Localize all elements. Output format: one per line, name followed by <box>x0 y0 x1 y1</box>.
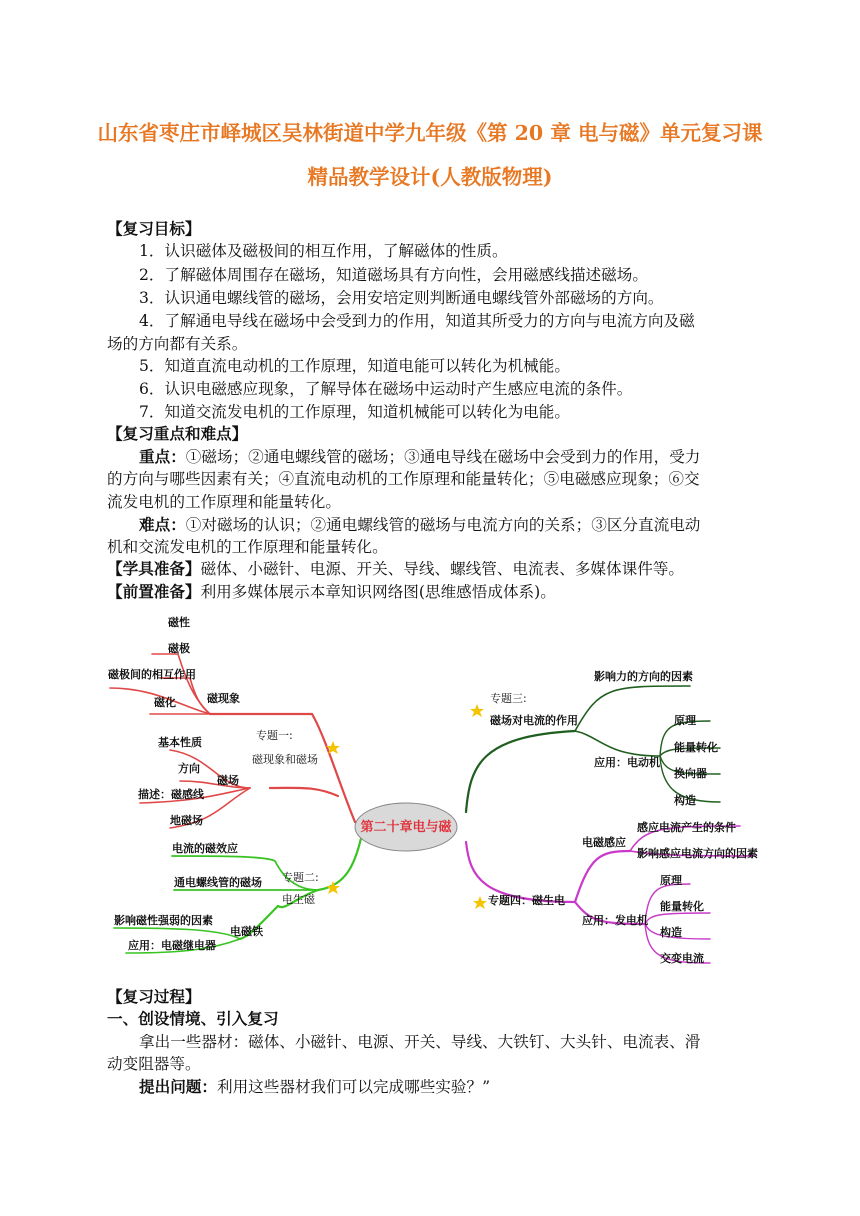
objective-item: 1．认识磁体及磁极间的相互作用，了解磁体的性质。 <box>139 242 508 260</box>
difficulty-paragraph-line: 机和交流发电机的工作原理和能量转化。 <box>107 538 388 556</box>
topic3-subtitle: 磁场对电流的作用 <box>490 714 578 727</box>
motor-item: 构造 <box>674 794 696 807</box>
objective-item: 6．认识电磁感应现象，了解导体在磁场中运动时产生感应电流的条件。 <box>139 380 633 398</box>
topic2-item: 通电螺线管的磁场 <box>174 876 262 889</box>
center-node-label: 第二十章电与磁 <box>360 820 452 835</box>
topic2-subtitle: 电生磁 <box>282 893 315 906</box>
tools-heading: 【学具准备】 <box>107 559 201 578</box>
electromagnet-node: 电磁铁 <box>230 925 263 938</box>
field-item: 描述：磁感线 <box>138 788 204 801</box>
electromagnet-item: 影响磁性强弱的因素 <box>114 914 213 927</box>
generator-item: 原理 <box>660 874 682 887</box>
phenomenon-item: 磁极 <box>168 642 190 655</box>
motor-item: 原理 <box>674 714 696 727</box>
induction-item: 感应电流产生的条件 <box>637 821 736 834</box>
force-direction-item: 影响力的方向的因素 <box>594 670 693 683</box>
paragraph-line: 动变阻器等。 <box>107 1055 201 1073</box>
objective-item: 4．了解通电导线在磁场中会受到力的作用，知道其所受力的方向与电流方向及磁 <box>139 312 695 330</box>
generator-item: 能量转化 <box>660 900 704 913</box>
induction-node: 电磁感应 <box>582 836 626 849</box>
key-points-heading: 【复习重点和难点】 <box>107 424 248 443</box>
phenomenon-item: 磁极间的相互作用 <box>108 668 196 681</box>
star-icon <box>470 704 484 717</box>
objective-item: 5．知道直流电动机的工作原理，知道电能可以转化为机械能。 <box>139 357 570 375</box>
motor-item: 能量转化 <box>674 741 718 754</box>
objective-item: 2．了解磁体周围存在磁场，知道磁场具有方向性，会用磁感线描述磁场。 <box>139 266 648 284</box>
question-line: 提出问题：利用这些器材我们可以完成哪些实验？” <box>139 1077 491 1096</box>
topic4-label: 专题四：磁生电 <box>488 894 565 907</box>
preparation-line: 【前置准备】利用多媒体展示本章知识网络图(思维感悟成体系)。 <box>107 582 556 601</box>
generator-item: 交变电流 <box>660 952 704 965</box>
field-item: 方向 <box>178 762 200 775</box>
difficulty-paragraph: 难点：①对磁场的认识；②通电螺线管的磁场与电流方向的关系；③区分直流电动 <box>139 515 701 534</box>
field-item: 基本性质 <box>158 736 202 749</box>
topic2-label: 专题二: <box>282 871 319 884</box>
section-heading: 一、创设情境、引入复习 <box>107 1009 279 1028</box>
field-item: 地磁场 <box>170 814 203 827</box>
phenomenon-item: 磁化 <box>154 696 176 709</box>
topic2-item: 电流的磁效应 <box>172 842 238 855</box>
document-title-line-2: 精品教学设计(人教版物理) <box>307 165 553 189</box>
electromagnet-item: 应用：电磁继电器 <box>128 939 216 952</box>
question-label: 提出问题： <box>139 1077 217 1096</box>
phenomenon-node: 磁现象 <box>207 692 240 705</box>
generator-node: 应用：发电机 <box>582 914 648 927</box>
objective-item-continuation: 场的方向都有关系。 <box>107 335 248 353</box>
induction-item: 影响感应电流方向的因素 <box>637 847 758 860</box>
topic1-label: 专题一: <box>256 729 293 742</box>
motor-item: 换向器 <box>674 767 707 780</box>
phenomenon-item: 磁性 <box>168 616 190 629</box>
objectives-heading: 【复习目标】 <box>107 219 201 238</box>
focus-paragraph-line: 流发电机的工作原理和能量转化。 <box>107 493 341 511</box>
process-heading: 【复习过程】 <box>107 987 201 1006</box>
preparation-heading: 【前置准备】 <box>107 582 201 601</box>
paragraph-line: 拿出一些器材：磁体、小磁针、电源、开关、导线、大铁钉、大头针、电流表、滑 <box>139 1033 701 1051</box>
difficulty-label: 难点： <box>139 515 186 534</box>
generator-item: 构造 <box>660 926 682 939</box>
tools-line: 【学具准备】磁体、小磁针、电源、开关、导线、螺线管、电流表、多媒体课件等。 <box>107 559 684 578</box>
field-node: 磁场 <box>217 774 239 787</box>
focus-paragraph-line: 的方向与哪些因素有关；④直流电动机的工作原理和能量转化；⑤电磁感应现象；⑥交 <box>107 470 700 488</box>
objective-item: 3．认识通电螺线管的磁场，会用安培定则判断通电螺线管外部磁场的方向。 <box>139 289 664 307</box>
focus-paragraph: 重点：①磁场；②通电螺线管的磁场；③通电导线在磁场中会受到力的作用，受力 <box>139 447 701 466</box>
focus-label: 重点： <box>139 447 186 466</box>
topic1-subtitle: 磁现象和磁场 <box>252 753 318 766</box>
motor-node: 应用：电动机 <box>594 756 660 769</box>
objective-item: 7．知道交流发电机的工作原理，知道机械能可以转化为电能。 <box>139 403 570 421</box>
document-title-line-1: 山东省枣庄市峄城区吴林街道中学九年级《第 20 章 电与磁》单元复习课 <box>97 121 763 145</box>
topic3-label: 专题三: <box>490 692 527 705</box>
star-icon <box>473 896 487 909</box>
knowledge-mind-map <box>100 606 770 976</box>
